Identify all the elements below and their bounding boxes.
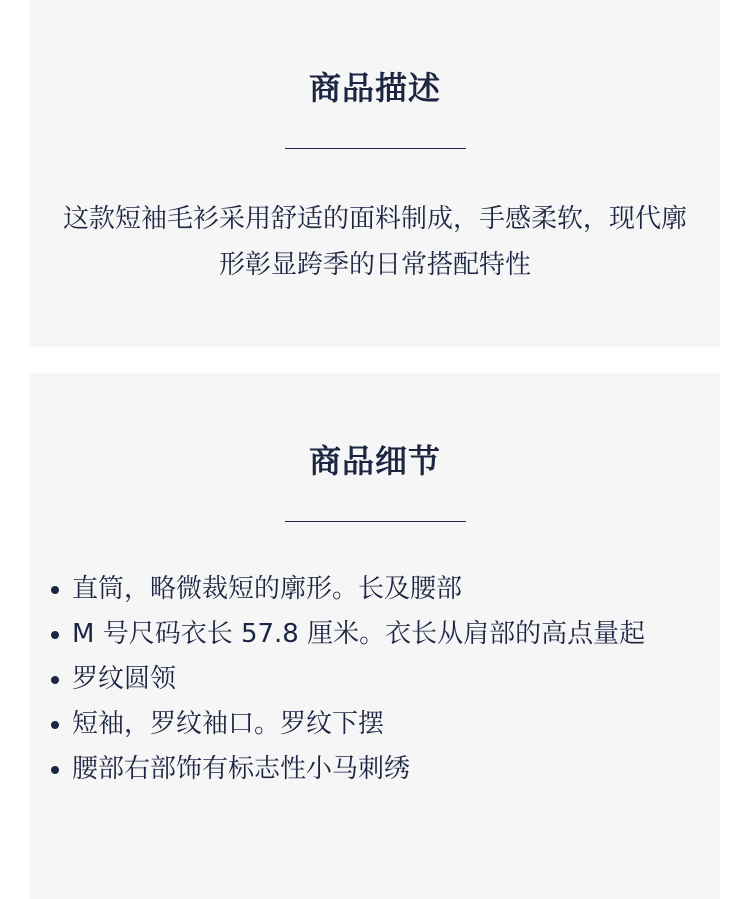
- bullet-icon: [51, 766, 59, 774]
- product-description-card: [30, 0, 720, 347]
- details-list: [72, 567, 692, 792]
- detail-item-text: 罗纹圆领: [72, 664, 177, 694]
- details-title: 商品细节: [308, 442, 441, 480]
- bullet-icon: [51, 721, 59, 729]
- bullet-icon: [51, 676, 59, 684]
- bullet-icon: [51, 586, 59, 594]
- description-text: 这款短袖毛衫采用舒适的面料制成，手感柔软，现代廓形彰显跨季的日常搭配特性: [62, 204, 687, 280]
- detail-item-text: M 号尺码衣长 57.8 厘米。衣长从肩部的高点量起: [72, 619, 646, 649]
- detail-item: [72, 612, 692, 657]
- detail-item-text: 腰部右部饰有标志性小马刺绣: [72, 754, 411, 784]
- description-title: 商品描述: [308, 69, 441, 107]
- details-divider: [285, 521, 466, 522]
- detail-item-text: 直筒，略微裁短的廓形。长及腰部: [72, 574, 463, 604]
- detail-item: [72, 747, 692, 792]
- detail-item-text: 短袖，罗纹袖口。罗纹下摆: [72, 709, 385, 739]
- bullet-icon: [51, 631, 59, 639]
- detail-item: [72, 657, 692, 702]
- description-divider: [285, 148, 466, 149]
- detail-item: [72, 567, 692, 612]
- product-details-card: [30, 373, 720, 899]
- detail-item: [72, 702, 692, 747]
